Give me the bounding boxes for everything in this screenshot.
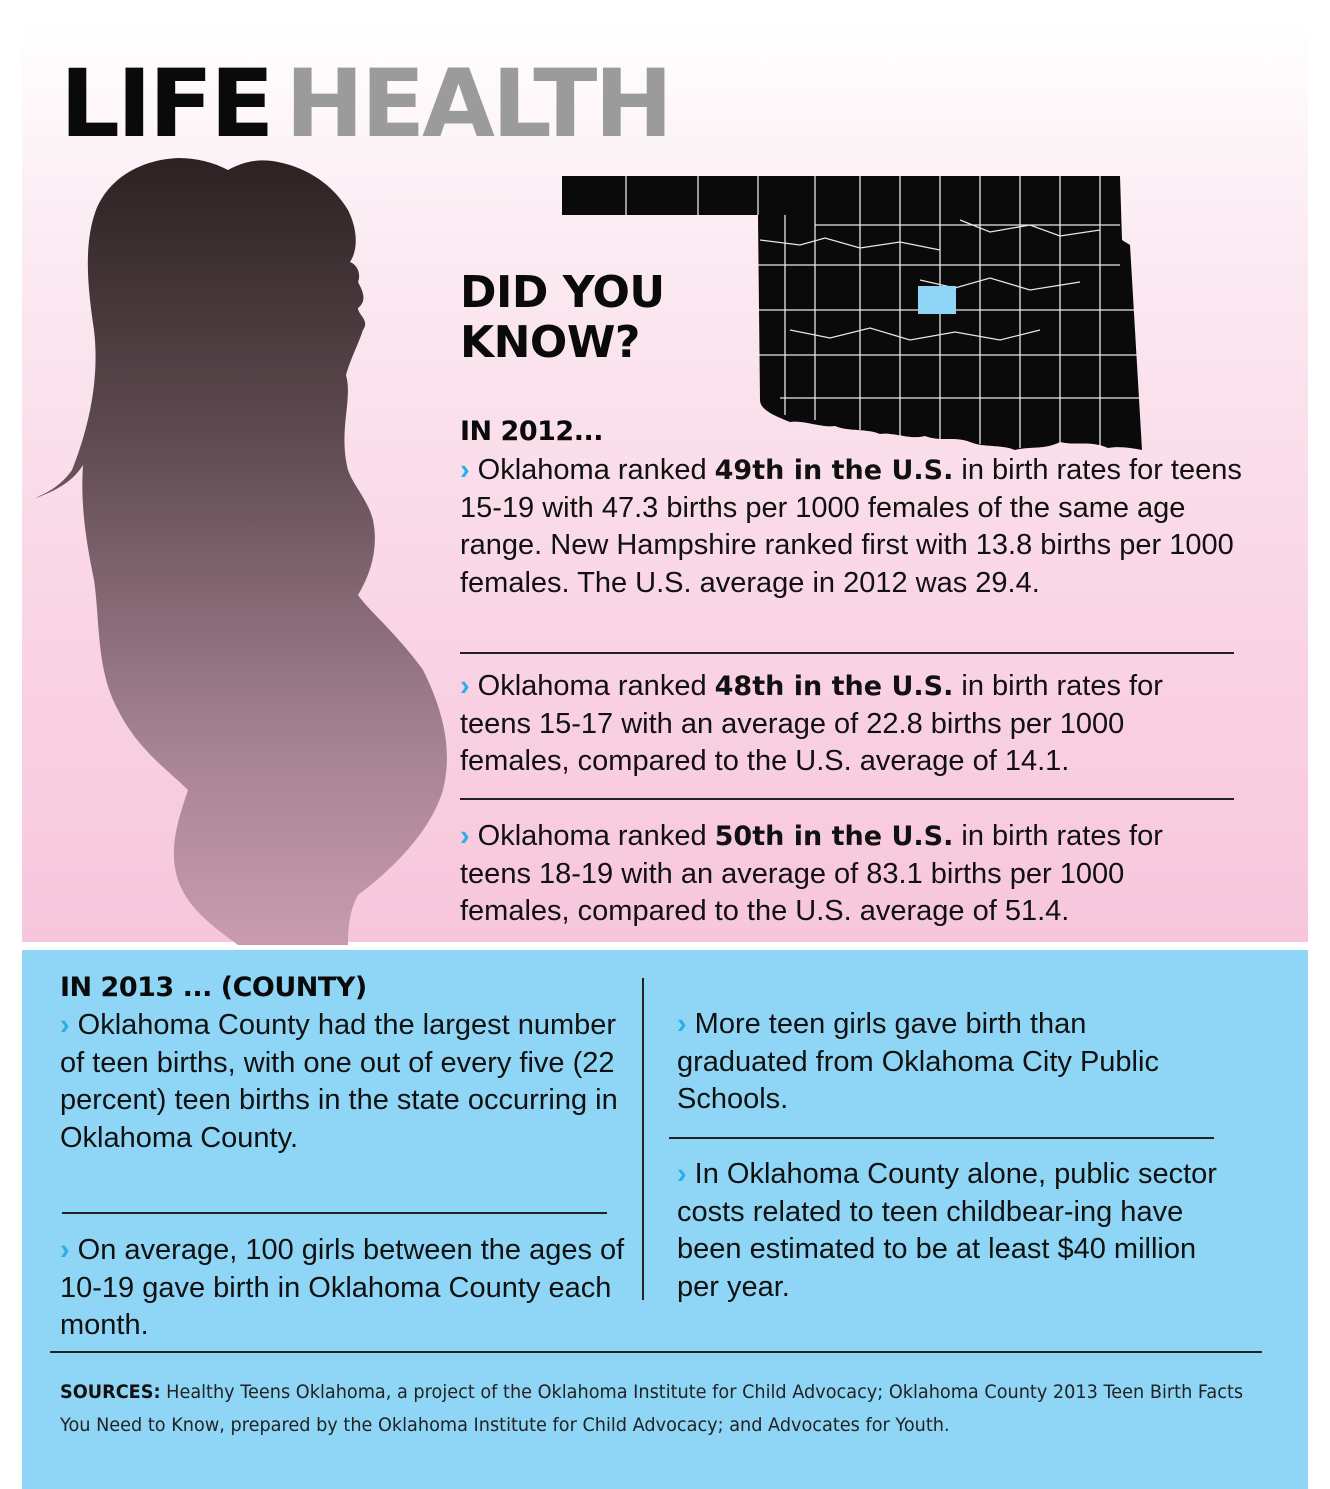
- fact-2012-2: › Oklahoma ranked 48th in the U.S. in birth rates for teens 15-17 with an average of 22.8 births per 1000 females, compared to the U.S. average of 14.1.: [460, 670, 1163, 777]
- year-2012-label: IN 2012...: [460, 416, 603, 447]
- fact-2013-right-1: › More teen girls gave birth than graduated from Oklahoma City Public Schools.: [677, 1008, 1159, 1115]
- title-life: LIFE: [60, 50, 272, 159]
- chevron-right-icon: ›: [60, 1009, 70, 1041]
- sources-divider: [50, 1351, 1262, 1353]
- fact-2012-1: › Oklahoma ranked 49th in the U.S. in birth rates for teens 15-19 with 47.3 births per 1000 females of the same age range. New Hampshire ranked first with 13.8 births per 1000 females. The U.S. average in 2012 was 29.4.: [460, 454, 1242, 599]
- chevron-right-icon: ›: [677, 1158, 687, 1190]
- page-title: [60, 50, 671, 159]
- fact-2012-3: › Oklahoma ranked 50th in the U.S. in birth rates for teens 18-19 with an average of 83.1 births per 1000 females, compared to the U.S. average of 51.4.: [460, 820, 1163, 927]
- pregnant-woman-silhouette: [28, 150, 458, 945]
- sources-label: SOURCES:: [60, 1381, 161, 1403]
- did-you-know-heading: [460, 268, 665, 368]
- sources-note: [60, 1376, 1250, 1442]
- heading-line1: DID YOU: [460, 267, 665, 318]
- title-health: HEALTH: [285, 50, 671, 159]
- heading-line2: KNOW?: [460, 317, 640, 368]
- year-2013-label: IN 2013 ... (COUNTY): [60, 972, 367, 1003]
- divider: [460, 798, 1234, 800]
- fact-2013-left-2: › On average, 100 girls between the ages of 10-19 gave birth in Oklahoma County each month.: [60, 1234, 625, 1341]
- oklahoma-county-highlight: [918, 286, 956, 314]
- fact-2013-right-2: › In Oklahoma County alone, public sector costs related to teen childbear-ing have been estimated to be at least $40 million per year.: [677, 1158, 1217, 1303]
- chevron-right-icon: ›: [460, 670, 470, 702]
- sources-text: Healthy Teens Oklahoma, a project of the Oklahoma Institute for Child Advocacy; Oklahoma County 2013 Teen Birth Facts You Need to Know, prepared by the Oklahoma Institute for Child Advocacy; and Advocates for Youth.: [60, 1381, 1244, 1436]
- divider: [669, 1137, 1214, 1139]
- divider: [460, 652, 1234, 654]
- chevron-right-icon: ›: [460, 820, 470, 852]
- divider: [62, 1212, 607, 1214]
- column-divider: [642, 978, 644, 1300]
- chevron-right-icon: ›: [460, 454, 470, 486]
- chevron-right-icon: ›: [677, 1008, 687, 1040]
- chevron-right-icon: ›: [60, 1234, 70, 1266]
- fact-2013-left-1: › Oklahoma County had the largest number of teen births, with one out of every five (22 percent) teen births in the state occurring in Oklahoma County.: [60, 1009, 618, 1154]
